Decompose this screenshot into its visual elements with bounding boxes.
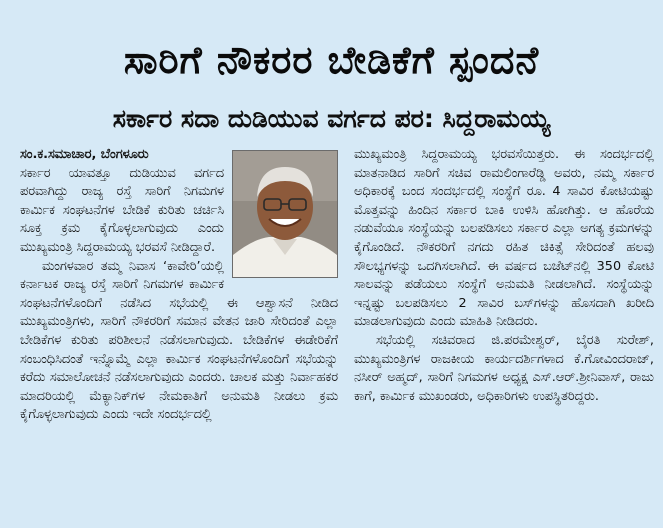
article-right-column <box>354 146 654 406</box>
subheadline: ಸರ್ಕಾರ ಸದಾ ದುಡಿಯುವ ವರ್ಗದ ಪರ: ಸಿದ್ದರಾಮಯ್ಯ <box>112 104 551 133</box>
portrait-photo <box>232 150 338 278</box>
byline: ಸಂ.ಕ.ಸಮಾಚಾರ, ಬೆಂಗಳೂರು <box>20 147 149 162</box>
article-left-column <box>20 146 338 425</box>
left-paragraph-2: ಮಂಗಳವಾರ ತಮ್ಮ ನಿವಾಸ ‘ಕಾವೇರಿ’ಯಲ್ಲಿ ಕರ್ನಾಟಕ ರಾಜ್ಯ ರಸ್ತೆ ಸಾರಿಗೆ ನಿಗಮಗಳ ಕಾರ್ಮಿಕ ಸಂಘಟನೆಗಳೊಂದಿಗೆ ನಡೆಸಿದ ಸಭೆಯಲ್ಲಿ ಈ ಆಶ್ವಾಸನೆ ನೀಡಿದ ಮುಖ್ಯಮಂತ್ರಿಗಳು, ಸಾರಿಗೆ ನೌಕರರಿಗೆ ಸಮಾನ ವೇತನ ಜಾರಿ ಸೇರಿದಂತೆ ಎಲ್ಲಾ ಬೇಡಿಕೆಗಳ ಕುರಿತು ಪರಿಶೀಲನೆ ನಡೆಸಲಾಗುವುದು. ಬೇಡಿಕೆಗಳ ಈಡೇರಿಕೆಗೆ ಸಂಬಂಧಿಸಿದಂತೆ ಇನ್ನೊಮ್ಮೆ ಎಲ್ಲಾ ಕಾರ್ಮಿಕ ಸಂಘಟನೆಗಳೊಂದಿಗೆ ಸಭೆಯನ್ನು ಕರೆದು ಸಮಾಲೋಚನೆ ನಡೆಸಲಾಗುವುದು ಎಂದರು. ಚಾಲಕ ಮತ್ತು ನಿರ್ವಾಹಕರ ಮಾದರಿಯಲ್ಲಿ ಮೆಕ್ಯಾನಿಕ್‌ಗಳ ನೇಮಕಾತಿಗೆ ಅನುಮತಿ ನೀಡಲು ಕ್ರಮ ಕೈಗೊಳ್ಳಲಾಗುವುದು ಎಂದು ಇದೇ ಸಂದರ್ಭದಲ್ಲಿ <box>20 258 338 423</box>
right-paragraph-2: ಸಭೆಯಲ್ಲಿ ಸಚಿವರಾದ ಜಿ.ಪರಮೇಶ್ವರ್, ಬೈರತಿ ಸುರೇಶ್, ಮುಖ್ಯಮಂತ್ರಿಗಳ ರಾಜಕೀಯ ಕಾರ್ಯದರ್ಶಿಗಳಾದ ಕೆ.ಗೋವಿಂದರಾಜ್, ನಸೀರ್ ಅಹ್ಮದ್, ಸಾರಿಗೆ ನಿಗಮಗಳ ಅಧ್ಯಕ್ಷ ಎಸ್.ಆರ್.ಶ್ರೀನಿವಾಸ್, ರಾಜು ಕಾಗೆ, ಕಾರ್ಮಿಕ ಮುಖಂಡರು, ಅಧಿಕಾರಿಗಳು ಉಪಸ್ಥಿತರಿದ್ದರು. <box>354 332 654 404</box>
portrait-illustration <box>233 151 337 277</box>
right-paragraph-1: ಮುಖ್ಯಮಂತ್ರಿ ಸಿದ್ದರಾಮಯ್ಯ ಭರವಸೆಯಿತ್ತರು. ಈ ಸಂದರ್ಭದಲ್ಲಿ ಮಾತನಾಡಿದ ಸಾರಿಗೆ ಸಚಿವ ರಾಮಲಿಂಗಾರೆಡ್ಡಿ ಅವರು, ನಮ್ಮ ಸರ್ಕಾರ ಅಧಿಕಾರಕ್ಕೆ ಬಂದ ಸಂದರ್ಭದಲ್ಲಿ ಸಂಸ್ಥೆಗೆ ರೂ. 4 ಸಾವಿರ ಕೋಟಿಯಷ್ಟು ಮೊತ್ತವನ್ನು ಹಿಂದಿನ ಸರ್ಕಾರ ಬಾಕಿ ಉಳಿಸಿ ಹೋಗಿತ್ತು. ಆ ಹೊರೆಯ ನಡುವೆಯೂ ಸಂಸ್ಥೆಯನ್ನು ಬಲಪಡಿಸಲು ಸರ್ಕಾರ ಎಲ್ಲಾ ಅಗತ್ಯ ಕ್ರಮಗಳನ್ನು ಕೈಗೊಂಡಿದೆ. ನೌಕರರಿಗೆ ನಗದು ರಹಿತ ಚಿಕಿತ್ಸೆ ಸೇರಿದಂತೆ ಹಲವು ಸೌಲಭ್ಯಗಳನ್ನು ಒದಗಿಸಲಾಗಿದೆ. ಈ ವರ್ಷದ ಬಜೆಟ್‌ನಲ್ಲಿ 350 ಕೋಟಿ ಸಾಲವನ್ನು ಪಡೆಯಲು ಸಂಸ್ಥೆಗೆ ಅನುಮತಿ ನೀಡಲಾಗಿದೆ. ಸಂಸ್ಥೆಯನ್ನು ಇನ್ನಷ್ಟು ಬಲಪಡಿಸಲು 2 ಸಾವಿರ ಬಸ್‌ಗಳನ್ನು ಹೊಸದಾಗಿ ಖರೀದಿ ಮಾಡಲಾಗುವುದು ಎಂದು ಮಾಹಿತಿ ನೀಡಿದರು. <box>354 147 654 330</box>
left-paragraph-1: ಸರ್ಕಾರ ಯಾವತ್ತೂ ದುಡಿಯುವ ವರ್ಗದ ಪರವಾಗಿದ್ದು ರಾಜ್ಯ ರಸ್ತೆ ಸಾರಿಗೆ ನಿಗಮಗಳ ಕಾರ್ಮಿಕ ಸಂಘಟನೆಗಳ ಬೇಡಿಕೆ ಕುರಿತು ಚರ್ಚಿಸಿ ಸೂಕ್ತ ಕ್ರಮ ಕೈಗೊಳ್ಳಲಾಗುವುದು ಎಂದು ಮುಖ್ಯಮಂತ್ರಿ ಸಿದ್ದರಾಮಯ್ಯ ಭರವಸೆ ನೀಡಿದ್ದಾರೆ. <box>20 165 224 255</box>
headline: ಸಾರಿಗೆ ನೌಕರರ ಬೇಡಿಕೆಗೆ ಸ್ಪಂದನೆ <box>123 38 540 82</box>
